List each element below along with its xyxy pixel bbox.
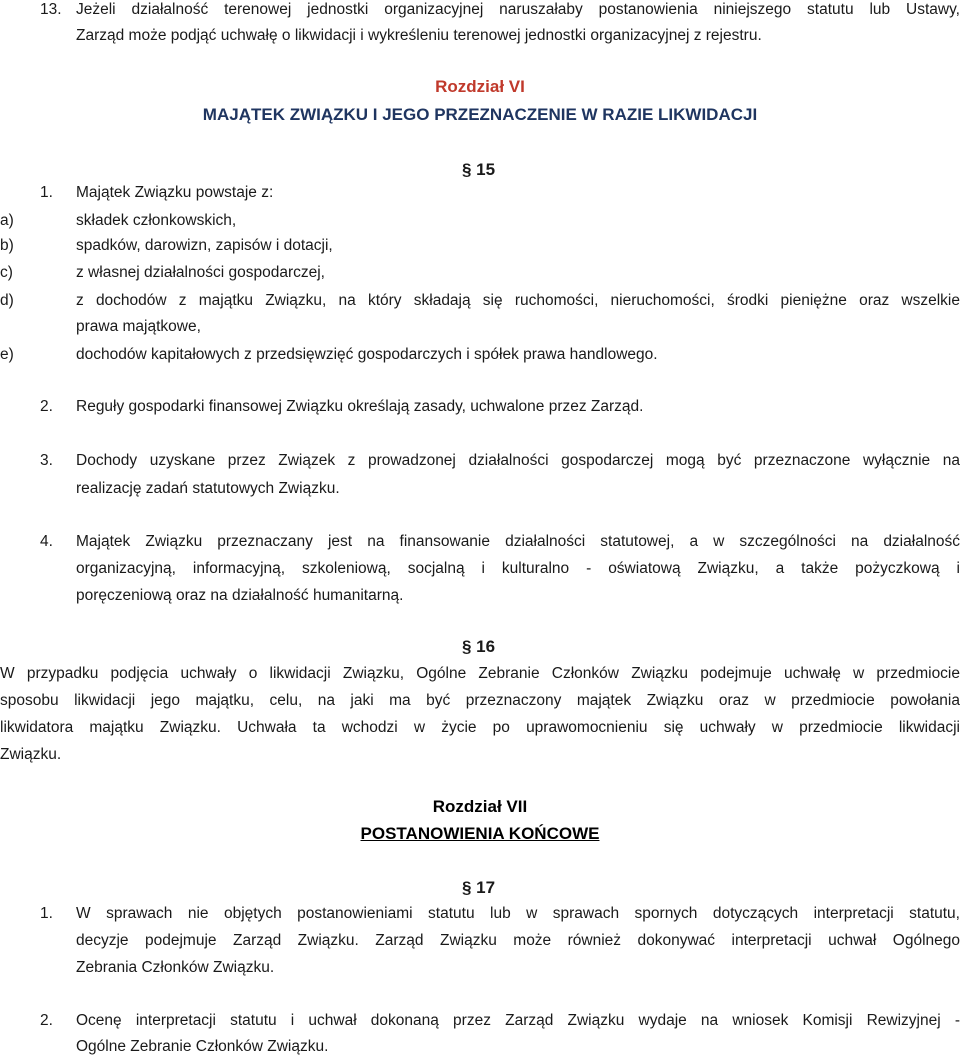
s15-item-d-text: z dochodów z majątku Związku, na który składają się ruchomości, nieruchomości, środki pieniężne oraz wszelkie — [76, 292, 960, 309]
s15-p3-line1: Dochody uzyskane przez Związek z prowadzonej działalności gospodarczej mogą być przeznaczone wyłącznie na — [76, 452, 960, 469]
chapter-7-title: POSTANOWIENIA KOŃCOWE — [360, 824, 600, 843]
s15-p1-number: 1. — [40, 184, 53, 201]
s15-p4-line3: poręczeniową oraz na działalność humanitarną. — [76, 587, 404, 604]
s15-p2-text: Reguły gospodarki finansowej Związku określają zasady, uchwalone przez Zarząd. — [76, 398, 644, 415]
s17-p1-line1: W sprawach nie objętych postanowieniami statutu lub w sprawach spornych dotyczących interpretacji statutu, — [76, 905, 960, 922]
s17-p1-number: 1. — [40, 905, 53, 922]
section-15-sign: § 15 — [462, 160, 496, 179]
s17-p2-line1: Ocenę interpretacji statutu i uchwał dokonaną przez Zarząd Związku wydaje na wniosek Komisji Rewizyjnej - — [76, 1012, 960, 1029]
s15-p4-number: 4. — [40, 533, 53, 550]
s15-item-a-letter: a) — [0, 212, 14, 229]
s15-item-c-text: z własnej działalności gospodarczej, — [76, 264, 325, 281]
s15-p2-number: 2. — [40, 398, 53, 415]
s15-item-d-text2: prawa majątkowe, — [76, 318, 201, 335]
chapter-6-label: Rozdział VI — [435, 77, 525, 96]
s15-item-a-text: składek członkowskich, — [76, 212, 237, 229]
item-13-line1: Jeżeli działalność terenowej jednostki organizacyjnej naruszałaby postanowienia niniejszego statutu lub Ustawy, — [76, 1, 960, 18]
section-16-sign: § 16 — [462, 637, 496, 656]
chapter-6-title: MAJĄTEK ZWIĄZKU I JEGO PRZEZNACZENIE W RAZIE LIKWIDACJI — [202, 105, 758, 124]
s17-p1-line2: decyzje podejmuje Zarząd Związku. Zarząd Związku może również dokonywać interpretacji uchwał Ogólnego — [76, 932, 960, 949]
s16-line4: Związku. — [0, 746, 62, 763]
chapter-7-label: Rozdział VII — [432, 797, 528, 816]
s15-p3-line2: realizację zadań statutowych Związku. — [76, 480, 340, 497]
s16-line2: sposobu likwidacji jego majątku, celu, na jaki ma być przeznaczony majątek Związku oraz w przedmiocie powołania — [0, 692, 960, 709]
s16-line1: W przypadku podjęcia uchwały o likwidacji Związku, Ogólne Zebranie Członków Związku podejmuje uchwałę w przedmiocie — [0, 665, 960, 682]
s17-p1-line3: Zebrania Członków Związku. — [76, 959, 275, 976]
item-13-line2: Zarząd może podjąć uchwałę o likwidacji i wykreśleniu terenowej jednostki organizacyjnej z rejestru. — [76, 27, 762, 44]
s15-item-e-letter: e) — [0, 346, 14, 363]
s15-item-d-letter: d) — [0, 292, 14, 309]
item-13-number: 13. — [40, 1, 62, 18]
s15-item-b-letter: b) — [0, 237, 14, 254]
s15-item-e-text: dochodów kapitałowych z przedsięwzięć gospodarczych i spółek prawa handlowego. — [76, 346, 658, 363]
s15-p4-line2: organizacyjną, informacyjną, szkoleniową, socjalną i kulturalno - oświatową Związku, a także pożyczkową i — [76, 560, 960, 577]
s15-p1-text: Majątek Związku powstaje z: — [76, 184, 274, 201]
s15-p3-number: 3. — [40, 452, 53, 469]
s15-p4-line1: Majątek Związku przeznaczany jest na finansowanie działalności statutowej, a w szczególności na działalność — [76, 533, 960, 550]
s15-item-c-letter: c) — [0, 264, 13, 281]
s17-p2-line2: Ogólne Zebranie Członków Związku. — [76, 1038, 329, 1055]
s16-line3: likwidatora majątku Związku. Uchwała ta wchodzi w życie po uprawomocnieniu się uchwały w przedmiocie likwidacji — [0, 719, 960, 736]
section-17-sign: § 17 — [462, 878, 496, 897]
s15-item-b-text: spadków, darowizn, zapisów i dotacji, — [76, 237, 333, 254]
s17-p2-number: 2. — [40, 1012, 53, 1029]
